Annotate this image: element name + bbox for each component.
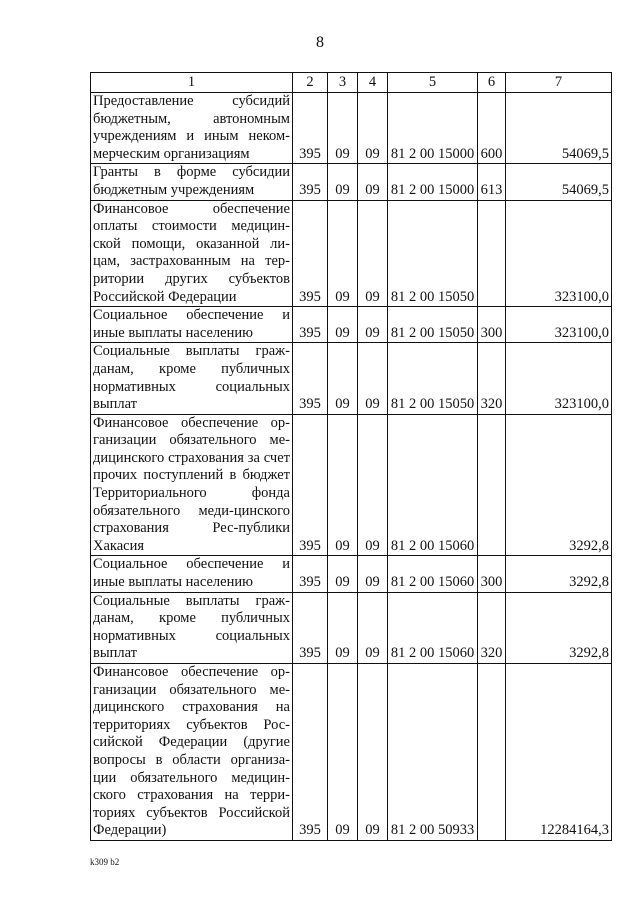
budget-table	[90, 72, 612, 841]
row-code-admin: 395	[293, 200, 328, 307]
row-name: Социальное обеспечение и иные выплаты населению	[91, 556, 293, 592]
row-section: 09	[328, 664, 358, 841]
row-name: Социальное обеспечение и иные выплаты населению	[91, 307, 293, 343]
row-section: 09	[328, 93, 358, 164]
row-amount: 3292,8	[506, 592, 612, 663]
row-expense-type: 320	[478, 343, 506, 414]
row-subsection: 09	[358, 343, 388, 414]
row-expense-type	[478, 414, 506, 556]
header-cell-7: 7	[506, 73, 612, 93]
row-expense-type: 300	[478, 556, 506, 592]
row-target-article: 81 2 00 15050	[388, 307, 478, 343]
row-amount: 3292,8	[506, 556, 612, 592]
row-expense-type: 613	[478, 164, 506, 200]
row-amount: 54069,5	[506, 164, 612, 200]
document-code: k309 b2	[90, 857, 120, 867]
row-section: 09	[328, 414, 358, 556]
header-cell-5: 5	[388, 73, 478, 93]
row-section: 09	[328, 200, 358, 307]
row-code-admin: 395	[293, 556, 328, 592]
row-target-article: 81 2 00 15060	[388, 592, 478, 663]
table-row	[91, 414, 612, 556]
row-amount: 323100,0	[506, 200, 612, 307]
row-section: 09	[328, 556, 358, 592]
row-code-admin: 395	[293, 307, 328, 343]
row-code-admin: 395	[293, 93, 328, 164]
row-expense-type: 600	[478, 93, 506, 164]
row-code-admin: 395	[293, 592, 328, 663]
row-subsection: 09	[358, 307, 388, 343]
row-target-article: 81 2 00 50933	[388, 664, 478, 841]
row-name: Гранты в форме субсидии бюджетным учреждениям	[91, 164, 293, 200]
row-section: 09	[328, 592, 358, 663]
row-subsection: 09	[358, 164, 388, 200]
table-row	[91, 164, 612, 200]
table-header-row	[91, 73, 612, 93]
row-subsection: 09	[358, 200, 388, 307]
row-section: 09	[328, 343, 358, 414]
row-expense-type	[478, 664, 506, 841]
row-expense-type	[478, 200, 506, 307]
table-row	[91, 592, 612, 663]
row-code-admin: 395	[293, 343, 328, 414]
table-row	[91, 343, 612, 414]
row-target-article: 81 2 00 15000	[388, 164, 478, 200]
header-cell-1: 1	[91, 73, 293, 93]
row-target-article: 81 2 00 15050	[388, 200, 478, 307]
row-name: Финансовое обеспечение ор-ганизации обязательного ме-дицинского страхования на территориях субъектов Рос-сийской Федерации (другие вопросы в области организа-ции обязательного медицин-ского страхования на терри-ториях субъектов Российской Федерации)	[91, 664, 293, 841]
row-expense-type: 300	[478, 307, 506, 343]
header-cell-2: 2	[293, 73, 328, 93]
row-expense-type: 320	[478, 592, 506, 663]
row-code-admin: 395	[293, 414, 328, 556]
row-name: Финансовое обеспечение ор-ганизации обязательного ме-дицинского страхования за счет прочих поступлений в бюджет Территориального фонда обязательного меди-цинского страхования Рес-публики Хакасия	[91, 414, 293, 556]
row-amount: 323100,0	[506, 307, 612, 343]
table-row	[91, 664, 612, 841]
header-cell-6: 6	[478, 73, 506, 93]
row-subsection: 09	[358, 556, 388, 592]
row-code-admin: 395	[293, 164, 328, 200]
row-amount: 323100,0	[506, 343, 612, 414]
row-amount: 3292,8	[506, 414, 612, 556]
row-section: 09	[328, 164, 358, 200]
row-subsection: 09	[358, 414, 388, 556]
row-subsection: 09	[358, 664, 388, 841]
row-name: Финансовое обеспечение оплаты стоимости медицин-ской помощи, оказанной ли-цам, застрахованным на тер-ритории других субъектов Российской Федерации	[91, 200, 293, 307]
table-row	[91, 200, 612, 307]
row-target-article: 81 2 00 15000	[388, 93, 478, 164]
page-number: 8	[316, 34, 324, 51]
row-name: Предоставление субсидий бюджетным, автономным учреждениям и иным неком-мерческим организациям	[91, 93, 293, 164]
header-cell-4: 4	[358, 73, 388, 93]
table-row	[91, 307, 612, 343]
row-subsection: 09	[358, 93, 388, 164]
row-name: Социальные выплаты граж-данам, кроме публичных нормативных социальных выплат	[91, 343, 293, 414]
row-target-article: 81 2 00 15050	[388, 343, 478, 414]
row-amount: 12284164,3	[506, 664, 612, 841]
table-row	[91, 556, 612, 592]
table-row	[91, 93, 612, 164]
row-subsection: 09	[358, 592, 388, 663]
row-code-admin: 395	[293, 664, 328, 841]
row-target-article: 81 2 00 15060	[388, 556, 478, 592]
row-name: Социальные выплаты граж-данам, кроме публичных нормативных социальных выплат	[91, 592, 293, 663]
row-amount: 54069,5	[506, 93, 612, 164]
header-cell-3: 3	[328, 73, 358, 93]
row-section: 09	[328, 307, 358, 343]
row-target-article: 81 2 00 15060	[388, 414, 478, 556]
